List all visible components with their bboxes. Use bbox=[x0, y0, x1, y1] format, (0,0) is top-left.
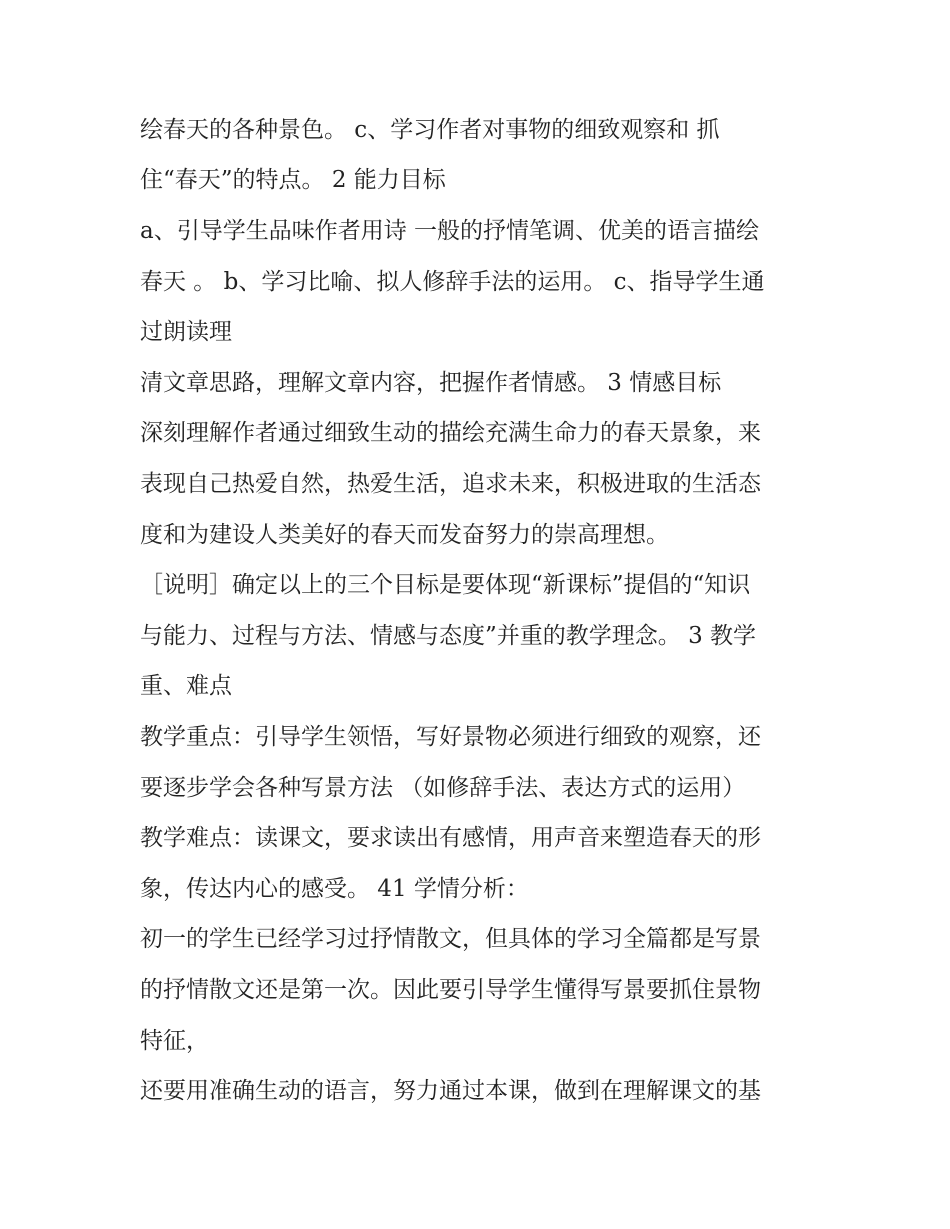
text-line: 清文章思路，理解文章内容，把握作者情感。 3 情感目标 bbox=[140, 370, 722, 396]
text-line: 初一的学生已经学习过抒情散文，但具体的学习全篇都是写景 bbox=[140, 926, 761, 952]
text-line: 教学重点：引导学生领悟，写好景物必须进行细致的观察，还 bbox=[140, 724, 761, 750]
text-line: 绘春天的各种景色。 c、学习作者对事物的细致观察和 抓 bbox=[140, 117, 720, 143]
text-line: 教学难点：读课文，要求读出有感情，用声音来塑造春天的形 bbox=[140, 825, 761, 851]
text-line: 住“春天”的特点。 2 能力目标 bbox=[140, 167, 446, 193]
text-line: 要逐步学会各种写景方法 （如修辞手法、表达方式的运用） bbox=[140, 775, 746, 801]
text-line: ［说明］确定以上的三个目标是要体现“新课标”提倡的“知识 bbox=[140, 572, 751, 598]
text-line: 还要用准确生动的语言，努力通过本课，做到在理解课文的基 bbox=[140, 1078, 761, 1104]
text-line: 与能力、过程与方法、情感与态度”并重的教学理念。 3 教学 bbox=[140, 623, 757, 649]
text-line: 春天 。 b、学习比喻、拟人修辞手法的运用。 c、指导学生通 bbox=[140, 269, 765, 295]
text-line: 深刻理解作者通过细致生动的描绘充满生命力的春天景象，来 bbox=[140, 420, 761, 446]
text-line: 的抒情散文还是第一次。因此要引导学生懂得写景要抓住景物 bbox=[140, 977, 761, 1003]
text-line: 重、难点 bbox=[140, 673, 232, 699]
text-line: 象，传达内心的感受。 41 学情分析： bbox=[140, 876, 529, 902]
text-line: 度和为建设人类美好的春天而发奋努力的崇高理想。 bbox=[140, 522, 669, 548]
text-line: a、引导学生品味作者用诗 一般的抒情笔调、优美的语言描绘 bbox=[140, 218, 760, 244]
text-line: 过朗读理 bbox=[140, 319, 232, 345]
text-line: 特征， bbox=[140, 1028, 209, 1054]
text-line: 表现自己热爱自然，热爱生活，追求未来，积极进取的生活态 bbox=[140, 471, 761, 497]
